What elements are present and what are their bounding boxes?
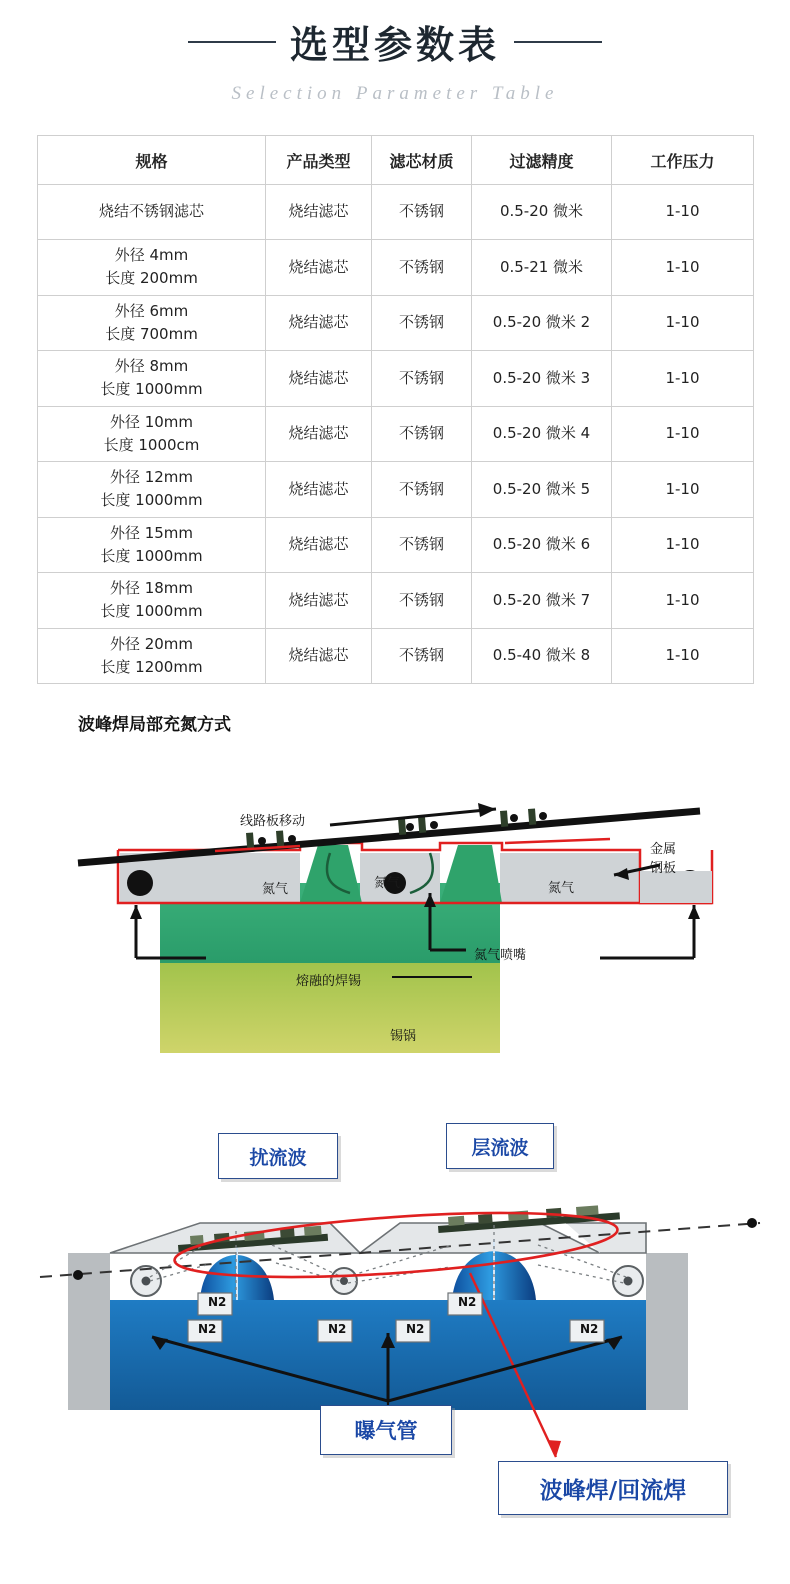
section-heading: 波峰焊局部充氮方式: [78, 715, 231, 735]
conveyor-pivot-left: [73, 1270, 83, 1280]
cell-precision: 0.5-20 微米 3: [472, 351, 612, 407]
label-nitrogen-mid: 氮气: [374, 876, 401, 891]
callout-turbulent-wave: 扰流波: [218, 1133, 338, 1179]
cell-spec: [38, 517, 266, 573]
table-row: [38, 462, 754, 518]
cell-spec-line2: 长度 1000mm: [100, 546, 203, 565]
cell-precision: 0.5-21 微米: [472, 240, 612, 296]
cell-spec-line1: 外径 4mm: [114, 246, 189, 264]
page-header: [0, 0, 790, 105]
cell-pressure: 1-10: [612, 573, 754, 629]
cell-pressure: 1-10: [612, 295, 754, 351]
cell-spec-line1: 外径 8mm: [114, 357, 189, 375]
cell-spec-line1: 外径 15mm: [109, 523, 194, 542]
callout-aeration-pipe: 曝气管: [320, 1405, 452, 1455]
cell-type: 烧结滤芯: [266, 295, 372, 351]
cell-type: 烧结滤芯: [266, 406, 372, 462]
cell-material: 不锈钢: [372, 185, 472, 240]
cell-material: 不锈钢: [372, 295, 472, 351]
cell-precision: 0.5-20 微米 5: [472, 462, 612, 518]
n2-tag-6: N2: [580, 1322, 599, 1336]
cell-type: 烧结滤芯: [266, 351, 372, 407]
cell-spec-line1: 外径 6mm: [114, 301, 189, 320]
column-header-type: 产品类型: [266, 136, 372, 185]
cell-spec: [38, 573, 266, 629]
label-nitrogen-right: 氮气: [548, 881, 575, 896]
cell-type: 烧结滤芯: [266, 240, 372, 296]
cell-spec-line1: 外径 12mm: [109, 468, 194, 486]
cell-precision: 0.5-20 微米 7: [472, 573, 612, 629]
cell-material: 不锈钢: [372, 351, 472, 407]
cell-spec: [38, 240, 266, 296]
cell-spec-line1: 烧结不锈钢滤芯: [98, 202, 204, 221]
page-subtitle: Selection Parameter Table: [231, 83, 559, 104]
cell-pressure: 1-10: [612, 240, 754, 296]
cell-type: 烧结滤芯: [266, 573, 372, 629]
cell-precision: 0.5-20 微米 4: [472, 406, 612, 462]
cell-spec: [38, 185, 266, 240]
cell-type: 烧结滤芯: [266, 517, 372, 573]
cell-material: 不锈钢: [372, 628, 472, 684]
cell-precision: 0.5-40 微米 8: [472, 628, 612, 684]
cell-material: 不锈钢: [372, 517, 472, 573]
label-molten-solder: 熔融的焊锡: [296, 974, 362, 989]
label-nitrogen-nozzle: 氮气喷嘴: [474, 948, 527, 963]
figure-nitrogen-wave-solder: [0, 753, 790, 1083]
cell-pressure: 1-10: [612, 185, 754, 240]
cell-spec-line1: 外径 18mm: [109, 579, 194, 597]
n2-tag-2: N2: [198, 1322, 217, 1336]
cell-precision: 0.5-20 微米: [472, 185, 612, 240]
title-row: [0, 14, 790, 69]
cell-spec-line2: 长度 700mm: [105, 324, 198, 343]
n2-tag-1: N2: [208, 1295, 227, 1309]
spec-table: [37, 135, 754, 684]
cell-spec-line1: 外径 10mm: [109, 412, 194, 431]
label-metal-plate-line2: 钢板: [650, 861, 677, 876]
callout-wave-reflow: 波峰焊/回流焊: [498, 1461, 728, 1515]
cell-spec-line2: 长度 1000cm: [103, 435, 200, 454]
gas-arrow-right-head: [688, 905, 700, 919]
cell-spec: [38, 351, 266, 407]
column-header-spec: 规格: [38, 136, 266, 185]
gas-arrow-left-head: [130, 905, 142, 919]
column-header-pressure: 工作压力: [612, 136, 754, 185]
table-row: [38, 517, 754, 573]
cell-spec: [38, 406, 266, 462]
cell-pressure: 1-10: [612, 462, 754, 518]
cell-spec-line2: 长度 200mm: [105, 269, 198, 288]
cell-spec-line2: 长度 1000mm: [100, 491, 203, 510]
red-edge-right: [505, 839, 610, 843]
n2-tag-5: N2: [458, 1295, 477, 1309]
cell-material: 不锈钢: [372, 406, 472, 462]
page-title: 选型参数表: [289, 23, 500, 67]
cell-type: 烧结滤芯: [266, 628, 372, 684]
label-metal-plate-line1: 金属: [650, 842, 677, 857]
label-board-move: 线路板移动: [240, 814, 306, 829]
cell-pressure: 1-10: [612, 628, 754, 684]
roller-left: [127, 870, 153, 896]
title-rule-left: [188, 41, 276, 43]
table-row: [38, 351, 754, 407]
cell-material: 不锈钢: [372, 462, 472, 518]
cell-spec-line2: 长度 1000mm: [100, 380, 203, 399]
column-header-material: 滤芯材质: [372, 136, 472, 185]
cell-pressure: 1-10: [612, 351, 754, 407]
cell-pressure: 1-10: [612, 517, 754, 573]
board-move-arrow-line: [330, 809, 496, 825]
figure-wave-types: [0, 1105, 790, 1535]
tank-post-right: [646, 1253, 688, 1410]
table-row: [38, 573, 754, 629]
table-row: [38, 628, 754, 684]
n2-tag-4: N2: [406, 1322, 425, 1336]
table-row: [38, 406, 754, 462]
cell-pressure: 1-10: [612, 406, 754, 462]
solder-tank: [108, 1300, 678, 1410]
cell-precision: 0.5-20 微米 2: [472, 295, 612, 351]
label-solder-pot: 锡锅: [390, 1029, 417, 1044]
cell-material: 不锈钢: [372, 240, 472, 296]
cell-spec: [38, 628, 266, 684]
cell-precision: 0.5-20 微米 6: [472, 517, 612, 573]
column-header-precision: 过滤精度: [472, 136, 612, 185]
title-rule-right: [514, 41, 602, 43]
n2-tag-3: N2: [328, 1322, 347, 1336]
table-header-row: [38, 136, 754, 185]
table-row: [38, 185, 754, 240]
cell-spec-line2: 长度 1200mm: [100, 657, 203, 676]
cell-material: 不锈钢: [372, 573, 472, 629]
conveyor-pivot-right: [747, 1218, 757, 1228]
cell-spec-line2: 长度 1000mm: [100, 602, 203, 621]
cell-type: 烧结滤芯: [266, 462, 372, 518]
board-move-arrow-head: [478, 803, 496, 817]
cell-spec-line1: 外径 20mm: [109, 634, 194, 653]
cell-spec: [38, 295, 266, 351]
label-nitrogen-left: 氮气: [262, 882, 289, 897]
nitrogen-nozzle-right: [440, 845, 502, 903]
table-row: [38, 240, 754, 296]
cell-type: 烧结滤芯: [266, 185, 372, 240]
table-row: [38, 295, 754, 351]
spec-table-wrap: [37, 135, 753, 684]
callout-laminar-wave: 层流波: [446, 1123, 554, 1169]
cell-spec: [38, 462, 266, 518]
